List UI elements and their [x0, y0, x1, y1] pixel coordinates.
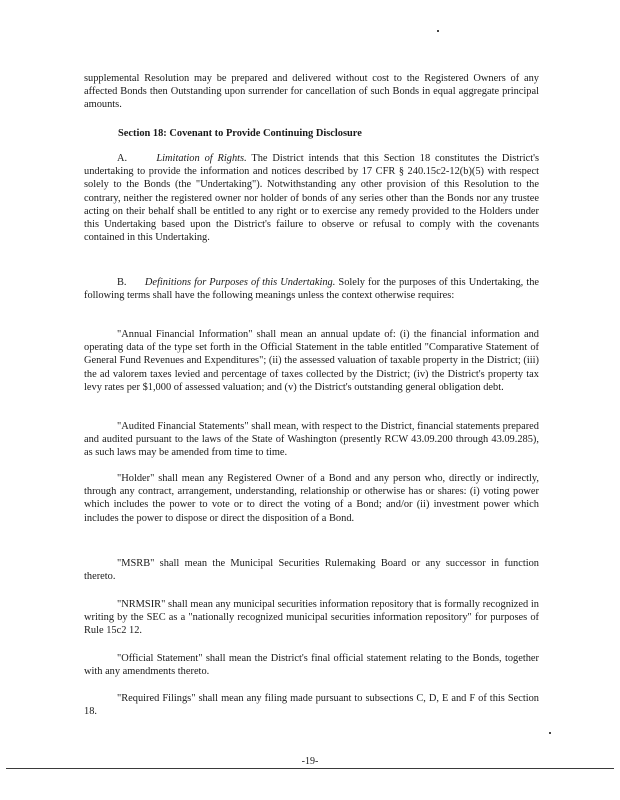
- definition-msrb: [84, 557, 539, 583]
- definition-audited-financial: [84, 420, 539, 460]
- definition-text: "Holder" shall mean any Registered Owner of a Bond and any person who, directly or indirectly, through any contract, arrangement, understanding, relationship or otherwise has or shares: (i) voting power which includes the power to vote or to direct the voting of a Bond; and/or (ii) investment power which includes the power to dispose or direct the disposition of a Bond.: [84, 473, 539, 524]
- scan-speck: [437, 30, 439, 32]
- subsection-a-title: Limitation of Rights.: [156, 153, 247, 164]
- subsection-b-para: [84, 276, 539, 302]
- section-heading: Section 18: Covenant to Provide Continuing Disclosure: [118, 128, 362, 139]
- definition-text: "Audited Financial Statements" shall mean, with respect to the District, financial statements prepared and audited pursuant to the laws of the State of Washington (presently RCW 43.09.200 through 43.09.285), as such laws may be amended from time to time.: [84, 421, 539, 459]
- definition-annual-financial: [84, 328, 539, 394]
- subsection-b-title: Definitions for Purposes of this Undertaking.: [144, 277, 336, 288]
- subsection-b-letter: B.: [117, 277, 127, 288]
- definition-text: "MSRB" shall mean the Municipal Securities Rulemaking Board or any successor in function thereto.: [84, 558, 539, 583]
- scan-speck: [549, 732, 551, 734]
- subsection-a-text: The District intends that this Section 18 constitutes the District's undertaking to provide the information and notices described by 17 CFR § 240.15c2-12(b)(5) with respect solely to the Bonds (the "Undertaking"). Notwithstanding any other provision of this Resolution to the contrary, neither the registered owner nor holder of bonds of any series other than the Bonds nor any trustee acting on their behalf shall be entitled to any right or to exercise any remedy provided to the Holders under this Undertaking based upon the District's failure to observe or refusal to comply with the covenants contained in this Undertaking.: [84, 153, 540, 244]
- page-number: -19-: [301, 756, 319, 767]
- subsection-b: [84, 276, 539, 302]
- top-paragraph: [84, 72, 539, 112]
- definition-text: "NRMSIR" shall mean any municipal securities information repository that is formally recognized in writing by the SEC as a "nationally recognized municipal securities information repository" for purposes of Rule 15c2 12.: [84, 599, 539, 637]
- definition-text: "Annual Financial Information" shall mean an annual update of: (i) the financial information and operating data of the type set forth in the Official Statement in the table entitled "Comparative Statement of General Fund Revenues and Expenditures"; (ii) the assessed valuation of taxable property in the District; (iii) the ad valorem taxes levied and percentage of taxes collected by the District; (iv) the District's property tax levy rates per $1,000 of assessed valuation; and (v) the District's outstanding general obligation debt.: [84, 329, 539, 393]
- definition-official-statement: [84, 652, 539, 678]
- definition-holder: [84, 472, 539, 525]
- definition-text: "Required Filings" shall mean any filing made pursuant to subsections C, D, E and F of this Section 18.: [84, 693, 539, 718]
- definition-required-filings: [84, 692, 539, 718]
- subsection-a-letter: A.: [117, 153, 128, 164]
- subsection-b-text: Solely for the purposes of this Undertaking, the following terms shall have the following meanings unless the context otherwise requires:: [84, 277, 540, 302]
- definition-nrmsir: [84, 598, 539, 638]
- subsection-a: [84, 152, 539, 244]
- scan-bottom-edge: [6, 768, 614, 769]
- subsection-a-para: [84, 152, 539, 244]
- definition-text: "Official Statement" shall mean the District's final official statement relating to the Bonds, together with any amendments thereto.: [84, 653, 539, 678]
- top-paragraph-text: supplemental Resolution may be prepared and delivered without cost to the Registered Owners of any affected Bonds then Outstanding upon surrender for cancellation of such Bonds in equal aggregate principal amounts.: [84, 73, 539, 111]
